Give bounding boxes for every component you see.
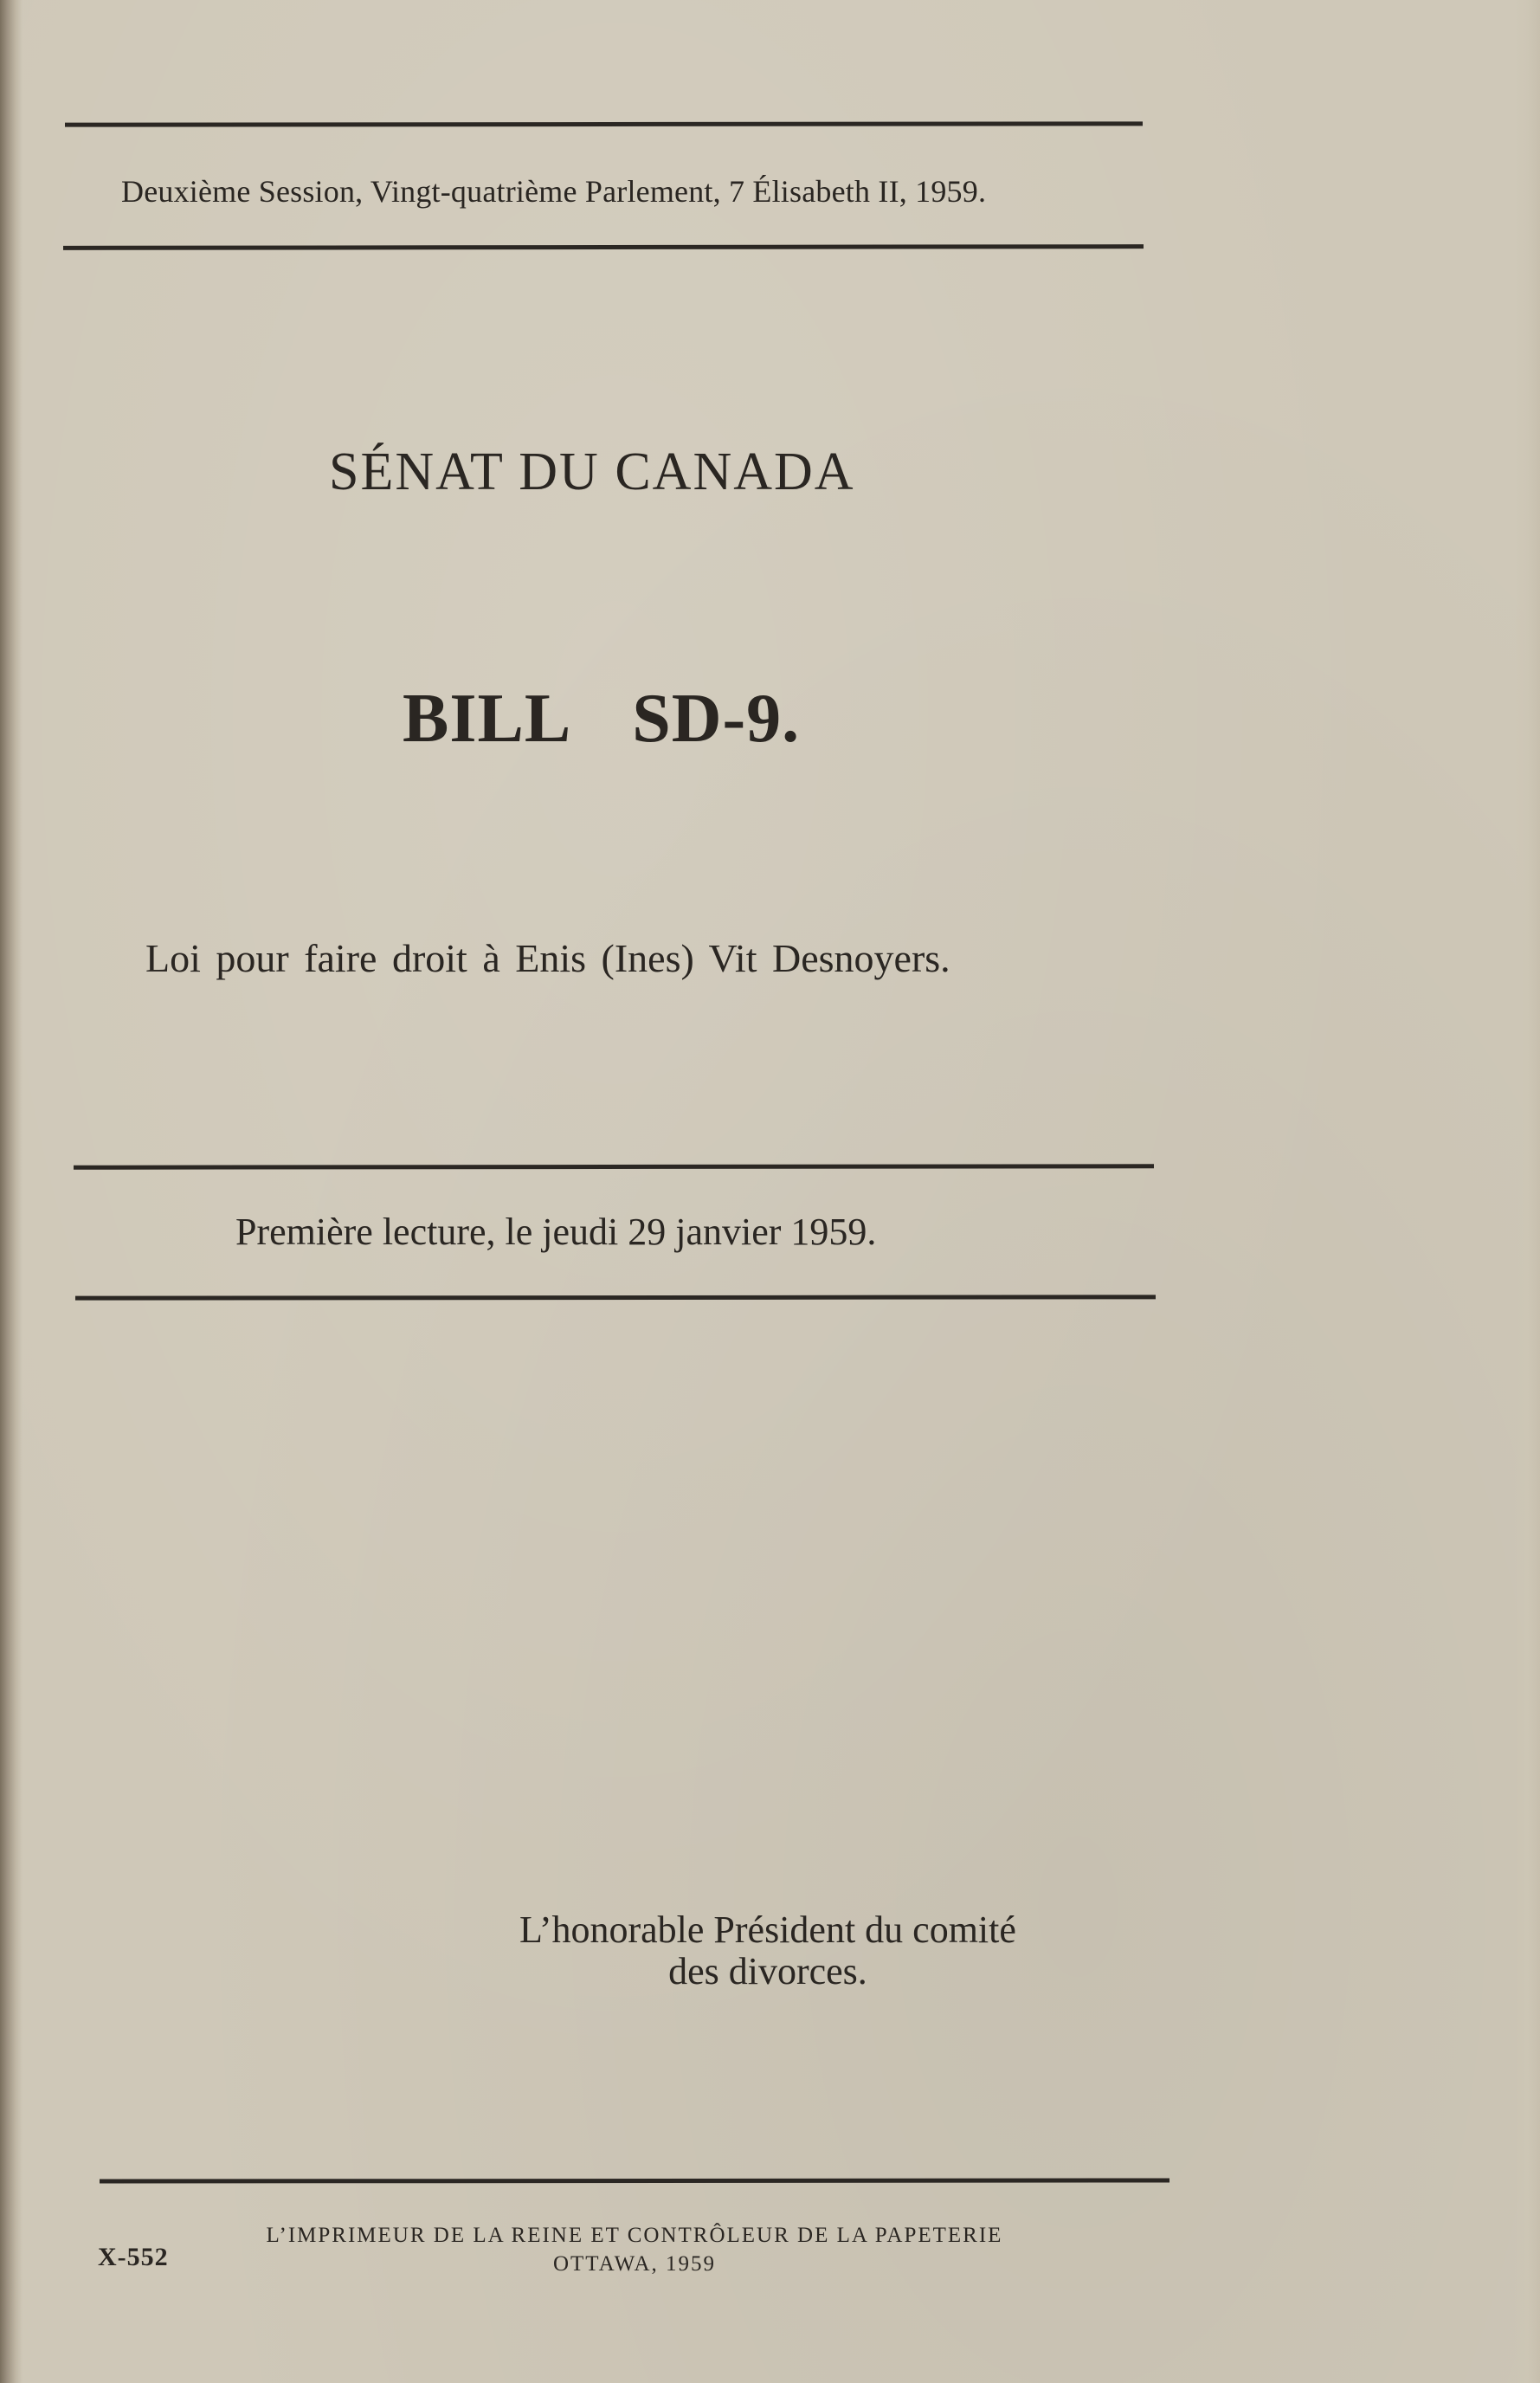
document-code: X-552 [98, 2243, 169, 2271]
printer-line-2: OTTAWA, 1959 [552, 2252, 717, 2276]
sponsor-line-1: L’honorable Président du comité [519, 1908, 1016, 1951]
bill-title [403, 680, 800, 759]
reading-bottom-rule [75, 1295, 1156, 1300]
page-right-edge [1514, 0, 1540, 2383]
footer-rule [100, 2178, 1169, 2183]
header-top-rule [65, 121, 1143, 126]
senate-title: SÉNAT DU CANADA [329, 442, 855, 501]
printer-imprint [163, 2221, 1106, 2278]
header-bottom-rule [63, 244, 1144, 250]
reading-top-rule [74, 1164, 1154, 1170]
page-binding-edge [0, 0, 23, 2383]
printer-line-1: L’IMPRIMEUR DE LA REINE ET CONTRÔLEUR DE LA PAPETERIE [266, 2224, 1003, 2247]
bill-description: Loi pour faire droit à Enis (Ines) Vit Desnoyers. [145, 936, 950, 980]
sponsor-block [519, 1909, 1016, 1992]
first-reading-line: Première lecture, le jeudi 29 janvier 1959. [235, 1211, 877, 1253]
session-line: Deuxième Session, Vingt-quatrième Parlement, 7 Élisabeth II, 1959. [121, 174, 987, 209]
bill-word: BILL [403, 681, 572, 757]
bill-number: SD-9. [632, 681, 801, 757]
sponsor-line-2: des divorces. [668, 1950, 867, 1992]
